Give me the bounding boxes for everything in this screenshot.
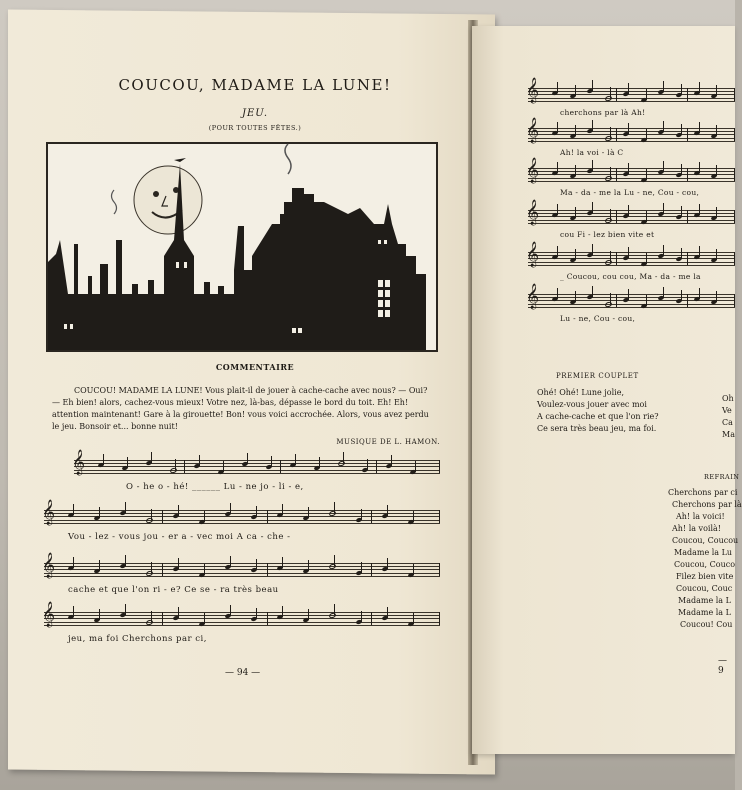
note-stem (387, 558, 388, 569)
note-stem (230, 556, 231, 567)
bar-line (371, 510, 372, 523)
note-stem (646, 129, 647, 140)
note-stem (646, 295, 647, 306)
bar-line (734, 294, 735, 307)
bar-line (687, 168, 688, 181)
note-stem (592, 202, 593, 213)
note-stem (575, 291, 576, 302)
note-stem (628, 123, 629, 134)
note-stem (610, 209, 611, 220)
staff-line (528, 216, 735, 217)
bar-line (616, 168, 617, 181)
note-stem (125, 502, 126, 513)
staff-line (74, 473, 440, 474)
bar-line (371, 563, 372, 576)
note-stem (178, 505, 179, 516)
note-stem (716, 165, 717, 176)
note-stem (99, 609, 100, 620)
note-stem (204, 564, 205, 575)
note-stem (557, 162, 558, 173)
note-stem (73, 606, 74, 617)
bar-line (162, 563, 163, 576)
staff-line (528, 98, 735, 99)
music-staff (526, 200, 735, 225)
bar-line (439, 563, 440, 576)
staff-line (44, 615, 440, 616)
note-stem (282, 557, 283, 568)
bar-line (184, 460, 185, 473)
bar-line (616, 294, 617, 307)
note-stem (230, 503, 231, 514)
note-stem (592, 160, 593, 171)
note-stem (628, 163, 629, 174)
note-stem (557, 288, 558, 299)
note-stem (610, 167, 611, 178)
note-stem (681, 206, 682, 217)
bar-line (371, 612, 372, 625)
verse-fragment: Ma (722, 430, 735, 439)
treble-clef-icon: 𝄞 (526, 118, 540, 143)
staff-line (44, 513, 440, 514)
note-stem (663, 161, 664, 172)
lyric-line: cache et que l'on ri - e? Ce se - ra très beau (68, 585, 279, 595)
music-staff (526, 158, 735, 183)
refrain-line: Ah! la voilà! (672, 524, 721, 533)
note-stem (610, 251, 611, 262)
staff-line (528, 91, 735, 92)
note-stem (628, 289, 629, 300)
treble-clef-icon: 𝄞 (526, 78, 540, 103)
music-staff (42, 602, 440, 627)
staff-line (528, 134, 735, 135)
lyric-line: Ah! la voi - là C (560, 148, 624, 157)
staff-line (528, 213, 735, 214)
note-stem (151, 611, 152, 622)
note-stem (256, 559, 257, 570)
note-stem (361, 509, 362, 520)
note-stem (663, 81, 664, 92)
staff-line (44, 612, 440, 613)
bar-line (376, 460, 377, 473)
note-stem (557, 246, 558, 257)
note-stem (592, 120, 593, 131)
lyric-line: Ma - da - me la Lu - ne, Cou - cou, (560, 188, 700, 197)
note-stem (699, 82, 700, 93)
bar-line (687, 128, 688, 141)
verse-fragment: Ca (722, 418, 733, 427)
staff-line (528, 220, 735, 221)
staff-line (528, 300, 735, 301)
bar-line (687, 252, 688, 265)
verse-line: Ce sera très beau jeu, ma foi. (537, 424, 657, 433)
note-stem (204, 511, 205, 522)
note-stem (716, 249, 717, 260)
page-number-left: — 94 — (225, 668, 261, 678)
staff-line (528, 88, 735, 89)
note-stem (334, 604, 335, 615)
refrain-line: Coucou, Couco (674, 560, 736, 569)
staff-line (528, 174, 735, 175)
note-stem (628, 247, 629, 258)
staff-line (528, 101, 735, 102)
treble-clef-icon: 𝄞 (526, 200, 540, 225)
bar-line (439, 460, 440, 473)
note-stem (271, 456, 272, 467)
note-stem (387, 607, 388, 618)
note-stem (610, 87, 611, 98)
note-stem (575, 165, 576, 176)
note-stem (367, 459, 368, 470)
couplet-heading: PREMIER COUPLET (556, 372, 639, 380)
music-staff (526, 78, 735, 103)
staff-line (528, 258, 735, 259)
note-stem (575, 85, 576, 96)
note-stem (204, 613, 205, 624)
staff-line (44, 576, 440, 577)
note-stem (334, 502, 335, 513)
bar-line (162, 612, 163, 625)
song-occasion: (POUR TOUTES FÊTES.) (208, 124, 302, 132)
note-stem (282, 606, 283, 617)
note-stem (610, 293, 611, 304)
lyric-line: cou Fi - lez bien vite et (560, 230, 655, 239)
staff-line (528, 223, 735, 224)
note-stem (127, 457, 128, 468)
staff-line (44, 520, 440, 521)
note-stem (557, 82, 558, 93)
note-stem (699, 122, 700, 133)
note-stem (663, 203, 664, 214)
note-stem (256, 506, 257, 517)
note-stem (699, 288, 700, 299)
note-stem (681, 164, 682, 175)
refrain-heading: REFRAIN (704, 473, 740, 481)
refrain-line: Madame la L (678, 608, 731, 617)
note-stem (413, 511, 414, 522)
refrain-line: Cherchons par ci (668, 488, 738, 497)
note-stem (681, 290, 682, 301)
bar-line (267, 563, 268, 576)
note-stem (282, 504, 283, 515)
bar-line (687, 210, 688, 223)
bar-line (616, 88, 617, 101)
note-stem (295, 454, 296, 465)
staff-line (74, 470, 440, 471)
lyric-line: jeu, ma foi Cherchons par ci, (68, 634, 207, 644)
staff-line (528, 252, 735, 253)
note-stem (575, 207, 576, 218)
staff-line (44, 569, 440, 570)
staff-line (74, 460, 440, 461)
lyric-line: _ Coucou, cou cou, Ma - da - me la (560, 272, 701, 281)
treble-clef-icon: 𝄞 (72, 450, 86, 475)
verse-fragment: Oh (722, 394, 734, 403)
note-stem (178, 607, 179, 618)
treble-clef-icon: 𝄞 (526, 242, 540, 267)
verse-line: A cache-cache et que l'on rie? (537, 412, 659, 421)
note-stem (716, 207, 717, 218)
staff-line (528, 265, 735, 266)
song-subtitle: JEU. (242, 108, 268, 119)
note-stem (103, 454, 104, 465)
note-stem (415, 461, 416, 472)
staff-line (528, 307, 735, 308)
refrain-line: Cherchons par là (672, 500, 742, 509)
lyric-line: Vou - lez - vous jou - er a - vec moi A ca - che - (68, 532, 291, 542)
music-credit: MUSIQUE DE L. HAMON. (336, 438, 440, 446)
note-stem (413, 613, 414, 624)
note-stem (681, 248, 682, 259)
refrain-line: Coucou! Cou (680, 620, 733, 629)
staff-line (528, 168, 735, 169)
song-title: COUCOU, MADAME LA LUNE! (118, 76, 392, 94)
staff-line (44, 573, 440, 574)
commentary-text: COUCOU! MADAME LA LUNE! Vous plait-il de jouer à cache-cache avec nous? — Oui? — Eh bien! alors, cachez-vous mieux! Votre nez, là-bas, dépasse le bord du toit. Eh! Eh! attention maintenant! Gare à la girouette! Bon! vous voici accrochée. Alors, vous avez perdu le jeu. Bonsoir et... bonne nuit! (52, 386, 429, 431)
note-stem (223, 461, 224, 472)
staff-line (44, 563, 440, 564)
staff-line (528, 294, 735, 295)
note-stem (319, 457, 320, 468)
note-stem (592, 80, 593, 91)
staff-line (528, 138, 735, 139)
treble-clef-icon: 𝄞 (42, 602, 56, 627)
bar-line (734, 168, 735, 181)
note-stem (646, 211, 647, 222)
note-stem (716, 291, 717, 302)
moon-rooftops-illustration (46, 142, 438, 352)
note-stem (256, 608, 257, 619)
note-stem (334, 555, 335, 566)
note-stem (73, 557, 74, 568)
treble-clef-icon: 𝄞 (42, 500, 56, 525)
staff-line (528, 262, 735, 263)
note-stem (681, 124, 682, 135)
bar-line (439, 612, 440, 625)
lyric-line: cherchons par là Ah! (560, 108, 646, 117)
note-stem (628, 83, 629, 94)
note-stem (361, 611, 362, 622)
refrain-line: Ah! la voici! (676, 512, 725, 521)
music-staff (526, 242, 735, 267)
bar-line (734, 252, 735, 265)
note-stem (178, 558, 179, 569)
music-staff (42, 500, 440, 525)
note-stem (151, 562, 152, 573)
note-stem (663, 121, 664, 132)
note-stem (199, 455, 200, 466)
note-stem (125, 604, 126, 615)
note-stem (557, 122, 558, 133)
note-stem (308, 560, 309, 571)
note-stem (592, 286, 593, 297)
bar-line (616, 128, 617, 141)
note-stem (646, 169, 647, 180)
note-stem (610, 127, 611, 138)
note-stem (699, 204, 700, 215)
bar-line (280, 460, 281, 473)
bar-line (734, 88, 735, 101)
note-stem (699, 246, 700, 257)
note-stem (663, 245, 664, 256)
note-stem (413, 564, 414, 575)
bar-line (687, 294, 688, 307)
bar-line (616, 252, 617, 265)
bar-line (162, 510, 163, 523)
note-stem (175, 459, 176, 470)
note-stem (575, 125, 576, 136)
staff-line (44, 516, 440, 517)
treble-clef-icon: 𝄞 (526, 284, 540, 309)
page-number-right: — 9 (718, 656, 727, 676)
note-stem (343, 452, 344, 463)
verse-line: Voulez-vous jouer avec moi (537, 400, 647, 409)
note-stem (151, 509, 152, 520)
note-stem (592, 244, 593, 255)
note-stem (716, 125, 717, 136)
note-stem (663, 287, 664, 298)
staff-line (44, 618, 440, 619)
treble-clef-icon: 𝄞 (526, 158, 540, 183)
note-stem (125, 555, 126, 566)
note-stem (646, 253, 647, 264)
note-stem (247, 453, 248, 464)
music-staff (526, 284, 735, 309)
staff-line (528, 255, 735, 256)
silhouette-image (48, 144, 436, 350)
note-stem (575, 249, 576, 260)
note-stem (646, 89, 647, 100)
bar-line (687, 88, 688, 101)
treble-clef-icon: 𝄞 (42, 553, 56, 578)
bar-line (267, 510, 268, 523)
note-stem (73, 504, 74, 515)
staff-line (44, 523, 440, 524)
bar-line (616, 210, 617, 223)
staff-line (528, 131, 735, 132)
staff-line (44, 622, 440, 623)
note-stem (308, 609, 309, 620)
refrain-line: Madame la L (678, 596, 731, 605)
verse-line: Ohé! Ohé! Lune jolie, (537, 388, 624, 397)
music-staff (72, 450, 440, 475)
note-stem (308, 507, 309, 518)
staff-line (528, 181, 735, 182)
lyric-line: Lu - ne, Cou - cou, (560, 314, 636, 323)
staff-line (528, 297, 735, 298)
note-stem (699, 162, 700, 173)
bar-line (439, 510, 440, 523)
staff-line (44, 625, 440, 626)
note-stem (681, 84, 682, 95)
note-stem (716, 85, 717, 96)
staff-line (528, 94, 735, 95)
commentary-heading: COMMENTAIRE (215, 362, 295, 372)
staff-line (528, 141, 735, 142)
staff-line (528, 178, 735, 179)
refrain-line: Madame la Lu (674, 548, 733, 557)
staff-line (44, 510, 440, 511)
staff-line (44, 566, 440, 567)
music-staff (526, 118, 735, 143)
refrain-line: Coucou, Couc (676, 584, 733, 593)
bar-line (734, 210, 735, 223)
staff-line (528, 304, 735, 305)
note-stem (391, 455, 392, 466)
refrain-line: Coucou, Coucou (672, 536, 739, 545)
refrain-line: Filez bien vite (676, 572, 734, 581)
note-stem (99, 507, 100, 518)
note-stem (99, 560, 100, 571)
lyric-line: O - he o - hé! ______ Lu - ne jo - li - e, (126, 482, 304, 492)
note-stem (628, 205, 629, 216)
note-stem (361, 562, 362, 573)
staff-line (528, 210, 735, 211)
bar-line (734, 128, 735, 141)
staff-line (528, 171, 735, 172)
note-stem (151, 452, 152, 463)
note-stem (557, 204, 558, 215)
staff-line (528, 128, 735, 129)
note-stem (230, 605, 231, 616)
note-stem (387, 505, 388, 516)
music-staff (42, 553, 440, 578)
staff-line (74, 463, 440, 464)
verse-fragment: Ve (722, 406, 732, 415)
bar-line (267, 612, 268, 625)
